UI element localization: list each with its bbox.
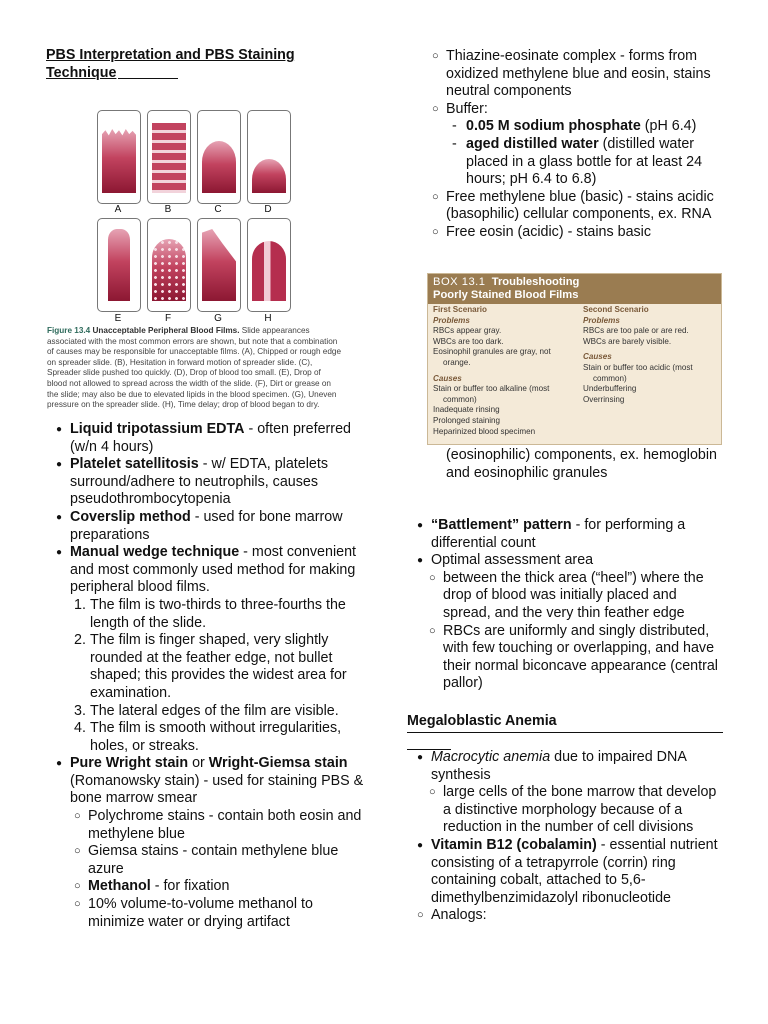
smear-f — [152, 239, 186, 301]
sub-list-item: ○ Free eosin (acidic) - stains basic — [432, 224, 722, 242]
slide-g — [197, 218, 241, 312]
box-number: BOX 13.1 — [433, 276, 486, 288]
list-item: ● Coverslip method - used for bone marrow preparations — [56, 509, 366, 544]
cause-line: Prolonged staining — [433, 415, 501, 425]
label-e: E — [114, 313, 122, 324]
smear-e — [108, 229, 130, 301]
sub-list-item: ○ Giemsa stains - contain methylene blue azure — [74, 843, 366, 878]
smear-h — [252, 241, 286, 301]
causes-label: Causes — [433, 373, 462, 383]
numbered-item: 3. The lateral edges of the film are visible. — [74, 702, 339, 719]
sub-list-item: ○ RBCs are uniformly and singly distributed, with few touching or overlapping, and have their normal biconcave appearance (central pallor) — [429, 623, 722, 693]
smear-g — [202, 229, 236, 301]
title-line-2: Technique — [46, 65, 346, 83]
slide-e — [97, 218, 141, 312]
sub-list-item: ○ Buffer: - 0.05 M sodium phosphate (pH 6.4) - aged distilled water (distilled water placed in a glass bottle for at least 24 hours; pH 6.4 to 6.8) — [432, 101, 722, 189]
smear-d — [252, 159, 286, 193]
cause-line: Underbuffering — [583, 384, 637, 394]
cause-line: Overrinsing — [583, 394, 625, 404]
caption-text: Slide appearances associated with the most common errors are shown, but note that a combination of causes may be responsible for unacceptable films. (A), Chipped or rough edge on spreader slide. (B), Hesitation in forward motion of spreader slide. (C), Spreader slide pushed too quickly. (D), Drop of blood too small. (E), Drop of blood not allowed to spread across the width of the slide. (F), Dirt or grease on the slide; may also be due to elevated lipids in the blood specimen. (G), Uneven pressure on the spreader slide. (H), Time delay; drop of blood began to dry. — [47, 326, 342, 410]
problem-line: orange. — [443, 357, 471, 367]
numbered-item: 2. The film is finger shaped, very slightly rounded at the feather edge, not bullet shaped; this provides the widest area for examination. — [74, 632, 347, 701]
label-h: H — [264, 313, 272, 324]
smear-b — [152, 123, 186, 193]
problem-line: RBCs appear gray. — [433, 326, 502, 336]
section-title: Megaloblastic Anemia — [407, 713, 723, 733]
dash-item: - 0.05 M sodium phosphate (pH 6.4) — [450, 118, 722, 136]
problem-line: WBCs are too dark. — [433, 336, 504, 346]
right-column-middle — [417, 517, 722, 693]
list-item: ● “Battlement” pattern - for performing a differential count — [417, 517, 722, 552]
list-item: ● Macrocytic anemia due to impaired DNA synthesis ○ large cells of the bone marrow that develop a distinctive morphology because of a reduction in the number of cell divisions — [417, 749, 722, 837]
label-f: F — [164, 313, 172, 324]
box-title-1: Troubleshooting — [491, 276, 580, 288]
problem-line: Eosinophil granules are gray, not — [433, 347, 551, 357]
caption-title: Unacceptable Peripheral Blood Films. — [92, 326, 240, 335]
list-item: ● Platelet satellitosis - w/ EDTA, platelets surround/adhere to neutrophils, causes pseudothrombocytopenia — [56, 456, 366, 509]
list-item: ● Vitamin B12 (cobalamin) - essential nutrient consisting of a tetrapyrrole (corrin) ring containing cobalt, attached to 5,6-dimethylbenzimidazolyl ribonucleotide ○ Analogs: — [417, 837, 722, 925]
cause-line: common) — [593, 373, 627, 383]
smear-c — [202, 141, 236, 193]
sub-list-item: ○ between the thick area (“heel”) where the drop of blood was initially placed and spread, and the very thin feather edge — [429, 570, 722, 623]
box-header — [428, 274, 721, 304]
title-line-1: PBS Interpretation and PBS Staining — [46, 47, 295, 63]
figure-unacceptable-films — [95, 108, 345, 328]
sub-list-item: ○ Methanol - for fixation — [74, 878, 366, 896]
section-heading — [407, 713, 723, 750]
box-title-2: Poorly Stained Blood Films — [433, 288, 579, 301]
figure-caption — [47, 326, 342, 411]
slide-h — [247, 218, 291, 312]
list-item: ● Pure Wright stain or Wright-Giemsa stain (Romanowsky stain) - used for staining PBS & bone marrow smear ○ Polychrome stains - contain both eosin and methylene blue ○ Giemsa stains - contain methylene blue azure ○ Methanol - for fixation ○ 10% volume-to-volume methanol to minimize water or drying artifact — [56, 755, 366, 931]
problems-label: Problems — [433, 315, 470, 325]
caption-label: Figure 13.4 — [47, 326, 91, 335]
cause-line: Stain or buffer too alkaline (most — [433, 384, 550, 394]
right-column-top — [432, 48, 722, 242]
list-item: ● Optimal assessment area ○ between the thick area (“heel”) where the drop of blood was initially placed and spread, and the very thin feather edge ○ RBCs are uniformly and singly distributed, with few touching or overlapping, and have their normal biconcave appearance (central pallor) — [417, 552, 722, 693]
scenario-title: Second Scenario — [583, 305, 649, 314]
scenario-title: First Scenario — [433, 305, 487, 314]
slide-b — [147, 110, 191, 204]
sub-list-item: ○ Thiazine-eosinate complex - forms from oxidized methylene blue and eosin, stains neutral components — [432, 48, 722, 101]
slide-f — [147, 218, 191, 312]
sub-list-item: ○ Free methylene blue (basic) - stains acidic (basophilic) cellular components, ex. RNA — [432, 189, 722, 224]
slide-c — [197, 110, 241, 204]
continued-text: (eosinophilic) components, ex. hemoglobin and eosinophilic granules — [446, 447, 717, 481]
list-item: ● Manual wedge technique - most convenient and most commonly used method for making peripheral blood films. 1. The film is two-thirds to three-fourths the length of the slide. 2. The film is finger shaped, very slightly rounded at the feather edge, not bullet shaped; this provides the widest area for examination. 3. The lateral edges of the film are visible. 4. The film is smooth without irregularities, holes, or streaks. — [56, 544, 366, 755]
box-first-scenario — [433, 305, 578, 437]
label-b: B — [164, 204, 172, 215]
label-a: A — [114, 204, 122, 215]
cause-line: Inadequate rinsing — [433, 405, 500, 415]
sub-list-item: ○ Analogs: — [417, 907, 722, 925]
page-title — [46, 47, 346, 82]
problem-line: WBCs are barely visible. — [583, 336, 672, 346]
right-column-bottom — [417, 749, 722, 925]
problems-label: Problems — [583, 315, 620, 325]
numbered-item: 4. The film is smooth without irregularities, holes, or streaks. — [74, 720, 342, 754]
label-d: D — [264, 204, 272, 215]
numbered-item: 1. The film is two-thirds to three-fourths the length of the slide. — [74, 596, 346, 631]
label-g: G — [214, 313, 222, 324]
sub-list-item: ○ Polychrome stains - contain both eosin and methylene blue — [74, 808, 366, 843]
cause-line: Heparinized blood specimen — [433, 426, 536, 436]
list-item: ● Liquid tripotassium EDTA - often preferred (w/n 4 hours) — [56, 421, 366, 456]
causes-label: Causes — [583, 352, 612, 362]
dash-item: - aged distilled water (distilled water placed in a glass bottle for at least 24 hours; pH 6.4 to 6.8) — [450, 136, 722, 189]
cause-line: common) — [443, 394, 477, 404]
sub-list-item: ○ large cells of the bone marrow that develop a distinctive morphology because of a reduction in the number of cell divisions — [429, 784, 722, 837]
slide-a — [97, 110, 141, 204]
sub-list-item: ○ 10% volume-to-volume methanol to minimize water or drying artifact — [74, 896, 366, 931]
box-second-scenario — [583, 305, 718, 405]
troubleshooting-box — [427, 273, 722, 445]
smear-a — [102, 129, 136, 193]
problem-line: RBCs are too pale or are red. — [583, 326, 689, 336]
left-column-list — [56, 421, 366, 931]
cause-line: Stain or buffer too acidic (most — [583, 362, 693, 372]
heading-underline — [407, 733, 451, 750]
label-c: C — [214, 204, 222, 215]
slide-d — [247, 110, 291, 204]
